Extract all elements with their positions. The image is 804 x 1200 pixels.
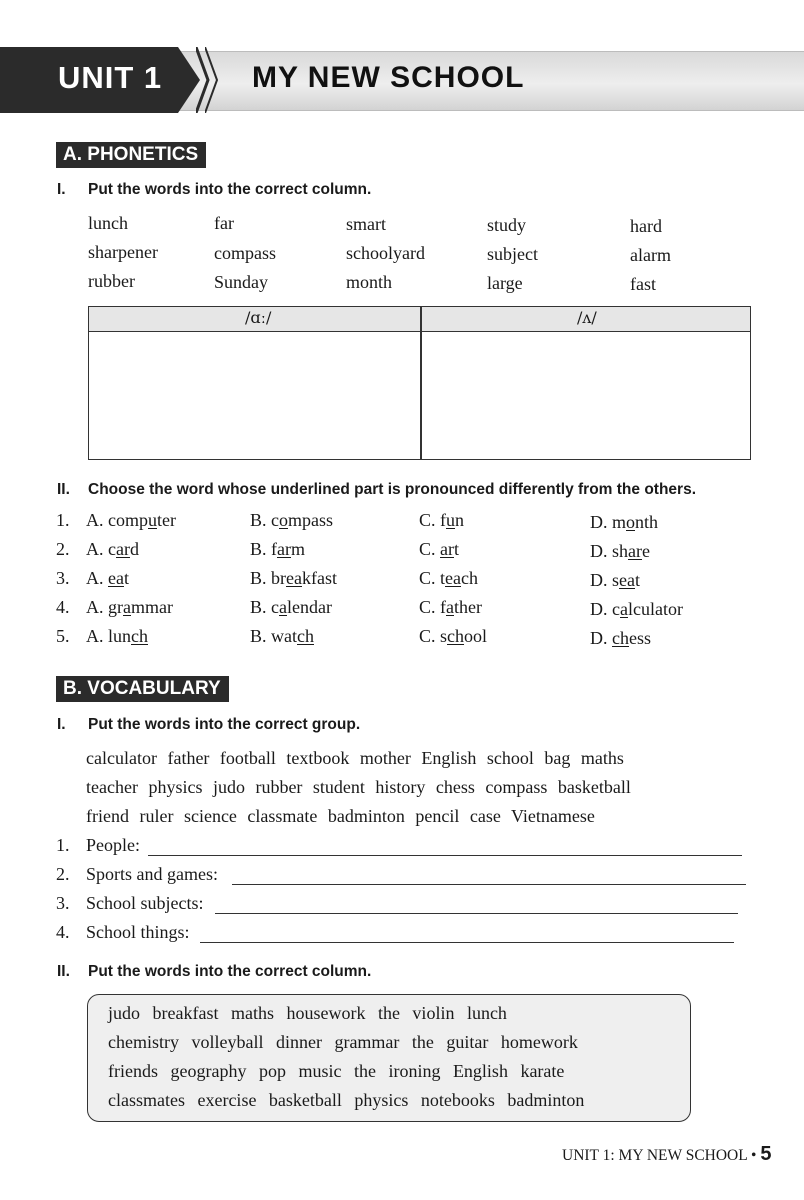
underlined-part: o <box>279 510 288 530</box>
box-word-line: chemistry volleyball dinner grammar the guitar homework <box>108 1032 578 1052</box>
option-text: A. gr <box>86 597 123 617</box>
answer-option[interactable] <box>250 510 333 531</box>
option-text: t <box>454 539 460 559</box>
group-row-sports <box>56 864 218 885</box>
option-text: ter <box>157 510 176 530</box>
option-text: ess <box>629 628 651 648</box>
group-number: 1. <box>56 835 70 855</box>
word-item: study <box>487 215 527 235</box>
answer-option[interactable] <box>419 597 482 618</box>
option-text: B. wat <box>250 626 297 646</box>
word-item: alarm <box>630 245 671 265</box>
underlined-part: ch <box>447 626 465 646</box>
option-text: t <box>123 568 129 588</box>
word-item: Sunday <box>214 272 268 292</box>
page-number: 5 <box>760 1143 772 1165</box>
unit-header <box>0 47 804 113</box>
option-text: D. c <box>590 599 620 619</box>
section-b-label: B. VOCABULARY <box>56 676 229 702</box>
option-text: C. f <box>419 510 446 530</box>
vocab-word-line: friend ruler science classmate badminton pencil case Vietnamese <box>86 806 595 826</box>
answer-line[interactable] <box>200 942 734 943</box>
underlined-part: a <box>620 599 628 619</box>
option-text: C. f <box>419 597 446 617</box>
underlined-part: ar <box>440 539 454 559</box>
answer-option[interactable] <box>419 568 478 589</box>
question-number: 2. <box>56 539 70 559</box>
underlined-part: ar <box>277 539 291 559</box>
word-item: far <box>214 213 234 233</box>
group-label: School subjects: <box>86 893 204 913</box>
word-item: fast <box>630 274 656 294</box>
box-word-line: classmates exercise basketball physics notebooks badminton <box>108 1090 585 1110</box>
underlined-part: o <box>626 512 635 532</box>
column-header-uh: /ʌ/ <box>577 308 597 327</box>
answer-option[interactable] <box>250 626 314 647</box>
option-text: lculator <box>628 599 683 619</box>
option-text: D. m <box>590 512 626 532</box>
answer-option[interactable] <box>250 568 337 589</box>
answer-option[interactable] <box>419 510 464 531</box>
answer-option[interactable] <box>86 597 173 618</box>
option-text: mmar <box>131 597 173 617</box>
word-item: month <box>346 272 393 292</box>
option-text: ch <box>461 568 478 588</box>
option-text: ool <box>464 626 488 646</box>
answer-option[interactable] <box>419 539 459 560</box>
instruction-text: Choose the word whose underlined part is pronounced differently from the others. <box>88 481 696 498</box>
option-text: d <box>129 539 139 559</box>
word-item: compass <box>214 243 276 263</box>
underlined-part: ch <box>297 626 314 646</box>
option-text: mpass <box>288 510 333 530</box>
exercise-b2-instruction <box>57 963 371 981</box>
column-divider <box>420 307 422 459</box>
word-item: rubber <box>88 271 135 291</box>
exercise-number: I. <box>57 716 66 733</box>
option-text: B. f <box>250 539 277 559</box>
question-number: 5. <box>56 626 70 646</box>
answer-option[interactable] <box>250 597 332 618</box>
group-label: School things: <box>86 922 190 942</box>
option-text: A. <box>86 568 108 588</box>
underlined-part: ch <box>612 628 629 648</box>
word-item: subject <box>487 244 538 264</box>
underlined-part: u <box>148 510 157 530</box>
exercise-number: I. <box>57 181 66 198</box>
option-text: e <box>642 541 650 561</box>
box-word-line: judo breakfast maths housework the violin lunch <box>108 1003 507 1023</box>
option-text: m <box>290 539 305 559</box>
word-item: schoolyard <box>346 243 425 263</box>
option-text: D. s <box>590 570 620 590</box>
answer-option[interactable] <box>86 626 148 647</box>
instruction-text: Put the words into the correct group. <box>88 716 361 733</box>
answer-option[interactable] <box>419 626 487 647</box>
word-item: smart <box>346 214 386 234</box>
option-text: lendar <box>287 597 332 617</box>
underlined-part: ar <box>116 539 130 559</box>
underlined-part: a <box>123 597 131 617</box>
option-text: n <box>455 510 464 530</box>
answer-option[interactable] <box>590 541 650 562</box>
section-a-label: A. PHONETICS <box>56 142 206 168</box>
word-item: sharpener <box>88 242 158 262</box>
option-text: kfast <box>301 568 337 588</box>
exercise-number: II. <box>57 963 70 980</box>
exercise-b1-instruction <box>57 716 360 734</box>
option-text: A. lun <box>86 626 131 646</box>
word-item: lunch <box>88 213 128 233</box>
underlined-part: ea <box>108 568 124 588</box>
footer-unit-title: UNIT 1: MY NEW SCHOOL <box>562 1147 748 1164</box>
option-text: B. br <box>250 568 286 588</box>
option-text: A. comp <box>86 510 148 530</box>
group-number: 4. <box>56 922 70 942</box>
option-text: t <box>635 570 641 590</box>
instruction-text: Put the words into the correct column. <box>88 181 372 198</box>
group-row-subjects <box>56 893 204 914</box>
answer-option[interactable] <box>590 628 651 649</box>
group-number: 2. <box>56 864 70 884</box>
word-item: hard <box>630 216 662 236</box>
underlined-part: u <box>446 510 455 530</box>
option-text: B. c <box>250 597 279 617</box>
group-label: Sports and games: <box>86 864 218 884</box>
underlined-part: ar <box>628 541 642 561</box>
answer-line[interactable] <box>215 913 738 914</box>
answer-option[interactable] <box>590 512 658 533</box>
column-header-aa: /ɑː/ <box>245 308 272 327</box>
option-text: C. t <box>419 568 446 588</box>
answer-option[interactable] <box>86 539 139 560</box>
group-number: 3. <box>56 893 70 913</box>
exercise-a2-instruction <box>57 481 696 499</box>
question-number: 1. <box>56 510 70 530</box>
answer-option[interactable] <box>250 539 305 560</box>
option-text: C. s <box>419 626 448 646</box>
instruction-text: Put the words into the correct column. <box>88 963 372 980</box>
answer-line[interactable] <box>232 884 746 885</box>
unit-number: UNIT 1 <box>58 60 163 95</box>
answer-option[interactable] <box>86 568 129 589</box>
option-text: C. <box>419 539 441 559</box>
footer-bullet: • <box>751 1147 757 1164</box>
underlined-part: ea <box>619 570 635 590</box>
answer-option[interactable] <box>86 510 176 531</box>
answer-line[interactable] <box>148 855 742 856</box>
word-item: large <box>487 273 523 293</box>
underlined-part: a <box>279 597 287 617</box>
vocab-word-line: calculator father football textbook mother English school bag maths <box>86 748 624 768</box>
option-text: B. c <box>250 510 279 530</box>
group-row-people <box>56 835 140 856</box>
group-row-things <box>56 922 190 943</box>
underlined-part: ea <box>445 568 461 588</box>
underlined-part: a <box>446 597 454 617</box>
box-word-line: friends geography pop music the ironing English karate <box>108 1061 565 1081</box>
unit-title: MY NEW SCHOOL <box>252 61 525 94</box>
vocab-word-line: teacher physics judo rubber student history chess compass basketball <box>86 777 631 797</box>
chevron-icon <box>205 47 219 113</box>
option-text: D. sh <box>590 541 629 561</box>
page-footer <box>562 1143 771 1166</box>
phonetics-table <box>88 306 751 460</box>
question-number: 3. <box>56 568 70 588</box>
answer-option[interactable] <box>590 599 683 620</box>
option-text: ther <box>454 597 482 617</box>
underlined-part: ch <box>131 626 148 646</box>
option-text: D. <box>590 628 612 648</box>
option-text: A. c <box>86 539 116 559</box>
underlined-part: ea <box>286 568 302 588</box>
exercise-a1-instruction <box>57 181 371 199</box>
answer-option[interactable] <box>590 570 640 591</box>
group-label: People: <box>86 835 140 855</box>
exercise-number: II. <box>57 481 70 498</box>
question-number: 4. <box>56 597 70 617</box>
option-text: nth <box>635 512 659 532</box>
